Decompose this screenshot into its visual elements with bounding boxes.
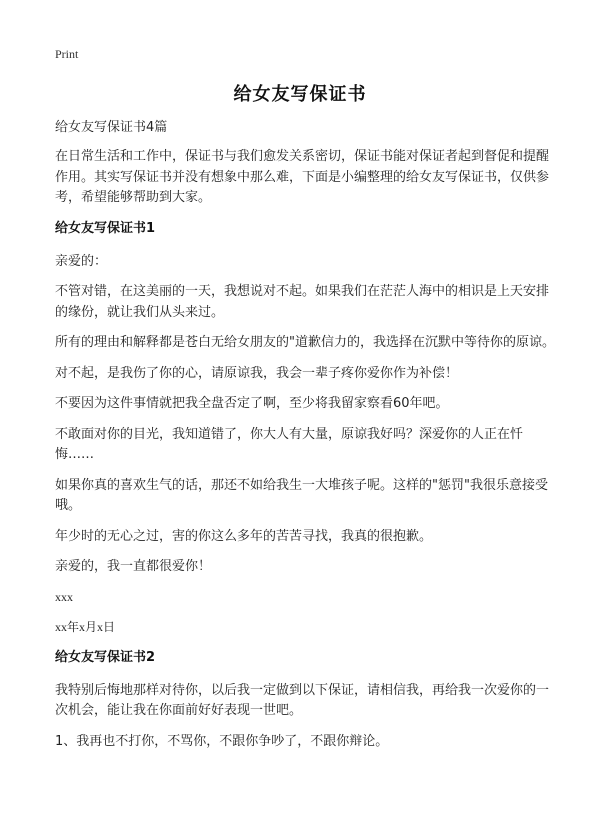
- section-1-paragraph-3: 对不起，是我伤了你的心，请原谅我，我会一辈子疼你爱你作为补偿！: [55, 365, 459, 381]
- section-2-paragraph-2: 1、我再也不打你，不骂你，不跟你争吵了，不跟你辩论。: [55, 733, 389, 749]
- print-label[interactable]: Print: [55, 47, 79, 61]
- section-2-paragraph-1: 我特别后悔地那样对待你，以后我一定做到以下保证，请相信我，再给我一次爱你的一次机会，能让我在你面前好好表现一世吧。: [55, 682, 550, 718]
- section-1-greeting: 亲爱的：: [55, 253, 108, 269]
- section-1-paragraph-4: 不要因为这件事情就把我全盘否定了啊，至少将我留家察看60年吧。: [55, 396, 449, 411]
- intro-paragraph: 在日常生活和工作中，保证书与我们愈发关系密切，保证书能对保证者起到督促和提醒作用。其实写保证书并没有想象中那么难，下面是小编整理的给女友写保证书，仅供参考，希望能够帮助到大家。: [55, 149, 550, 205]
- section-1-heading: 给女友写保证书1: [55, 220, 156, 236]
- section-1-paragraph-2: 所有的理由和解释都是苍白无给女朋友的"道歉信力的，我选择在沉默中等待你的原谅。: [55, 335, 555, 350]
- document-subtitle: 给女友写保证书4篇: [55, 120, 168, 135]
- section-2-heading: 给女友写保证书2: [55, 649, 156, 665]
- section-1-paragraph-8: 亲爱的，我一直都很爱你！: [55, 559, 212, 574]
- section-1-signature: xxx: [55, 589, 73, 604]
- section-1-paragraph-7: 年少时的无心之过，害的你这么多年的苦苦寻找，我真的很抱歉。: [55, 528, 433, 544]
- section-1-paragraph-1: 不管对错，在这美丽的一天，我想说对不起。如果我们在茫茫人海中的相识是上天安排的缘份，就让我们从头来过。: [55, 284, 550, 320]
- section-1-paragraph-6: 如果你真的喜欢生气的话，那还不如给我生一大堆孩子呢。这样的"惩罚"我很乐意接受哦。: [55, 477, 548, 513]
- section-1-date: xx年x月x日: [55, 619, 116, 634]
- section-1-paragraph-5: 不敢面对你的目光，我知道错了，你大人有大量，原谅我好吗？深爱你的人正在忏悔……: [55, 426, 524, 462]
- document-body: [55, 118, 555, 762]
- page-title: 给女友写保证书: [233, 84, 367, 105]
